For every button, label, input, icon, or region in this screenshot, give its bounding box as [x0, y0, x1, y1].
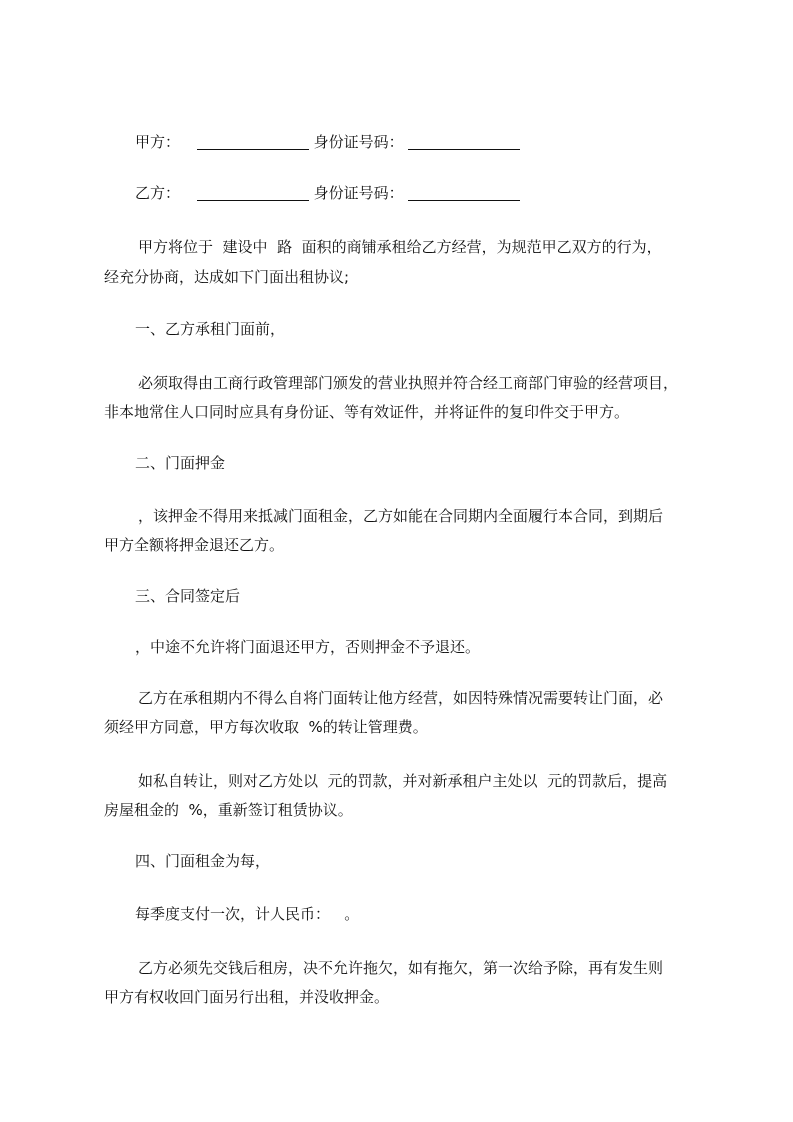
party-b-id-label: 身份证号码： [313, 184, 404, 202]
section-1-text-1: 必须取得由工商行政管理部门颁发的营业执照并符合经工商部门审验的经营项目， [138, 374, 679, 392]
section-3-para2-line-1 [0, 689, 793, 707]
section-2-text-1: ，该押金不得用来抵减门面租金，乙方如能在合同期内全面履行本合同，到期后 [138, 507, 664, 525]
party-a-row [0, 133, 793, 151]
party-a-id-label: 身份证号码： [313, 133, 404, 151]
section-3-para3-line-2 [0, 801, 793, 819]
section-4-line-1 [0, 905, 793, 923]
section-4-heading [0, 852, 793, 870]
intro-text-1: 甲方将位于 建设中 路 面积的商铺承租给乙方经营，为规范甲乙双方的行为， [138, 238, 662, 256]
party-b-id-blank [408, 184, 520, 201]
section-3-heading-text: 三、合同签定后 [135, 587, 241, 605]
section-3-para3-line-1 [0, 772, 793, 790]
section-1-line-2 [0, 403, 793, 421]
section-3-para3-text-2: 房屋租金的 %，重新签订租赁协议。 [104, 801, 353, 819]
section-1-text-2: 非本地常住人口同时应具有身份证、等有效证件，并将证件的复印件交于甲方。 [104, 403, 630, 421]
section-1-heading [0, 320, 793, 338]
party-b-label: 乙方： [135, 184, 181, 202]
section-3-para2-text-2: 须经甲方同意，甲方每次收取 %的转让管理费。 [104, 718, 428, 736]
section-2-text-2: 甲方全额将押金退还乙方。 [104, 536, 285, 554]
section-1-heading-text: 一、乙方承租门面前， [135, 320, 286, 338]
section-4-para2-text-1: 乙方必须先交钱后租房，决不允许拖欠，如有拖欠，第一次给予除，再有发生则 [138, 959, 664, 977]
section-2-heading-text: 二、门面押金 [135, 454, 226, 472]
section-3-heading [0, 587, 793, 605]
party-a-label: 甲方： [135, 133, 181, 151]
section-4-para2-line-1 [0, 959, 793, 977]
intro-text-2: 经充分协商，达成如下门面出租协议; [104, 268, 350, 286]
section-3-para2-text-1: 乙方在承租期内不得么自将门面转让他方经营，如因特殊情况需要转让门面，必 [138, 689, 664, 707]
section-3-para2-line-2 [0, 718, 793, 736]
section-2-heading [0, 454, 793, 472]
section-4-text-1: 每季度支付一次，计人民币： 。 [135, 905, 360, 923]
party-a-name-blank [197, 133, 309, 150]
section-3-line-1 [0, 638, 793, 656]
section-2-line-2 [0, 536, 793, 554]
intro-line-2 [0, 268, 793, 286]
section-2-line-1 [0, 507, 793, 525]
section-4-para2-text-2: 甲方有权收回门面另行出租，并没收押金。 [104, 988, 390, 1006]
party-a-id-blank [408, 133, 520, 150]
section-4-heading-text: 四、门面租金为每， [135, 852, 271, 870]
party-b-name-blank [197, 184, 309, 201]
intro-line-1 [0, 238, 793, 256]
section-3-text-1: ，中途不允许将门面退还甲方，否则押金不予退还。 [135, 638, 481, 656]
section-4-para2-line-2 [0, 988, 793, 1006]
section-3-para3-text-1: 如私自转让，则对乙方处以 元的罚款，并对新承租户主处以 元的罚款后，提高 [138, 772, 668, 790]
section-1-line-1 [0, 374, 793, 392]
party-b-row [0, 184, 793, 202]
